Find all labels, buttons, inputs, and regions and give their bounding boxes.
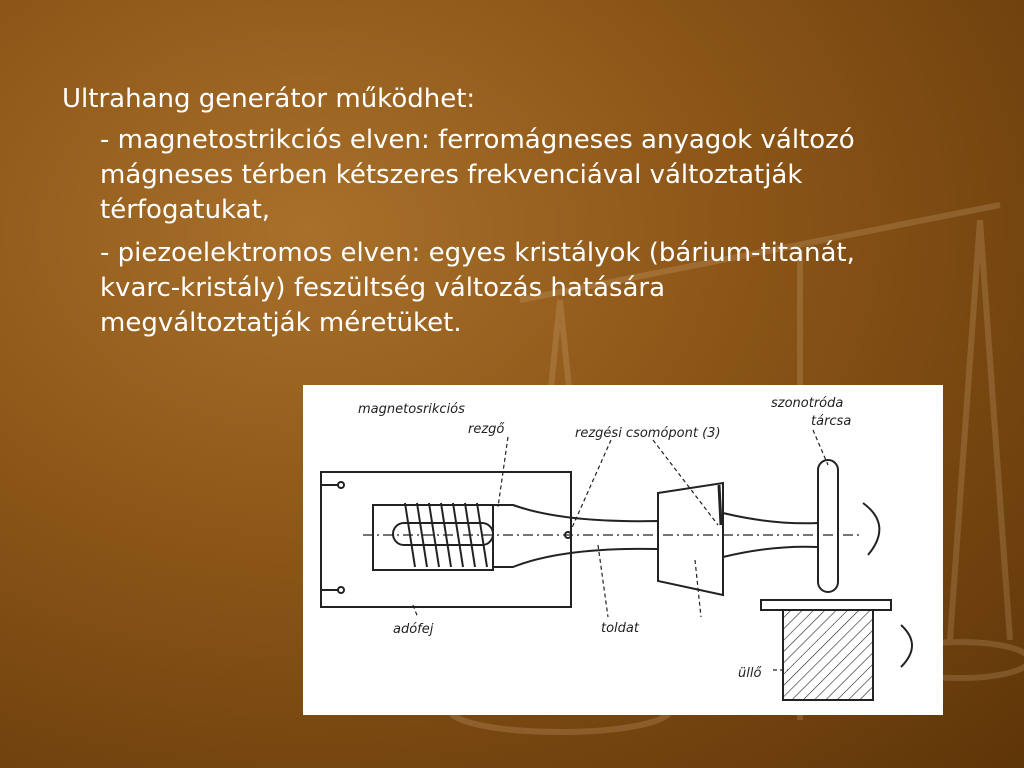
label-szonotroda-line2: tárcsa [811, 414, 852, 429]
label-csomopont: rezgési csomópont (3) [575, 426, 721, 441]
paragraph-magnetostrictive: - magnetostrikciós elven: ferromágneses anyagok változó mágneses térben kétszeres frekvenciával változtatják térfogatukat, [100, 125, 855, 225]
paragraph-piezoelectric: - piezoelektromos elven: egyes kristályok (bárium-titanát, kvarc-kristály) feszültség változás hatására megváltoztatják méretüket. [100, 238, 855, 338]
ultrasound-generator-diagram [303, 385, 943, 715]
label-rezgo-line2: rezgő [468, 422, 505, 437]
slide-heading: Ultrahang generátor működhet: [62, 84, 476, 114]
label-ullo: üllő [738, 666, 762, 681]
anvil [783, 610, 873, 700]
booster-cone [658, 483, 723, 595]
slide-text [62, 82, 882, 349]
sonotrode-disk [818, 460, 838, 592]
label-toldat: toldat [601, 621, 639, 636]
label-rezgo-line1: magnetosrikciós [358, 402, 465, 417]
label-adofej: adófej [393, 622, 434, 637]
horn [493, 505, 658, 567]
label-szonotroda-line1: szonotróda [771, 396, 844, 411]
anvil-table [761, 600, 891, 610]
inner-frame [373, 505, 493, 570]
